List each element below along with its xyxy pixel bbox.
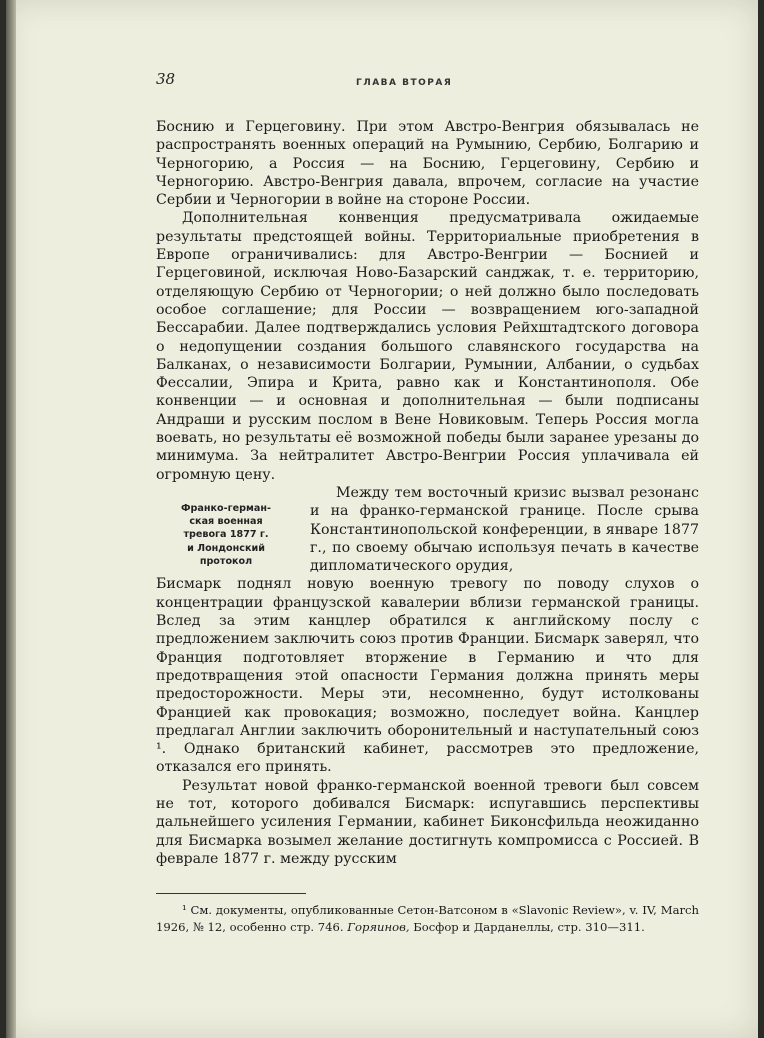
paragraph-2: Дополнительная конвенция предусматривала ожидаемые результаты предстоящей войны. Территориальные приобретения в Европе ограничивались: для Австро-Венгрии — Боснией и Герцеговиной, исключая Ново-Базарский санджак, т. е. территорию, отделяющую Сербию от Черногории; о ней должно было последовать особое соглашение; для России — возвращением юго-западной Бессарабии. Далее подтверждались условия Рейхштадтского договора о недопущении создания большого славянского государства на Балканах, о независимости Болгарии, Румынии, Албании, о судьбах Фессалии, Эпира и Крита, равно как и Константинополя. Обе конвенции — и основная и дополнительная — были подписаны Андраши и русским послом в Вене Новиковым. Теперь Россия могла воевать, но результаты её возможной победы были заранее урезаны до минимума. За нейтралитет Австро-Венгрии Россия уплачивала ей огромную цену. bbox=[156, 210, 699, 483]
side-note-line: тревога 1877 г. bbox=[183, 529, 269, 541]
running-title: ГЛАВА ВТОРАЯ bbox=[356, 78, 453, 88]
marginal-block bbox=[156, 484, 699, 575]
side-note bbox=[156, 502, 296, 568]
side-note-line: Франко-герман- bbox=[181, 502, 271, 514]
page-header bbox=[156, 70, 696, 92]
main-text bbox=[156, 118, 699, 868]
footnote-author: Горяинов, bbox=[347, 920, 410, 934]
book-page bbox=[6, 0, 758, 1038]
book-spine bbox=[6, 0, 16, 1038]
paragraph-3-rest: Бисмарк поднял новую военную тревогу по поводу слухов о концентрации французской кавалерии вблизи германской границы. Вслед за этим канцлер обратился к английскому послу с предложением заключить союз против Франции. Бисмарк заверял, что Франция подготовляет вторжение в Германию и что для предотвращения этой опасности Германия должна принять меры предосторожности. Меры эти, несомненно, будут истолкованы Францией как провокация; возможно, последует война. Канцлер предлагал Англии заключить оборонительный и наступательный союз ¹. Однако британский кабинет, рассмотрев это предложение, отказался его принять. bbox=[156, 576, 699, 776]
paragraph-1: Боснию и Герцеговину. При этом Австро-Венгрия обязывалась не распространять военных операций на Румынию, Сербию, Болгарию и Черногорию, а Россия — на Боснию, Герцеговину, Сербию и Черногорию. Австро-Венгрия давала, впрочем, согласие на участие Сербии и Черногории в войне на стороне России. bbox=[156, 119, 699, 209]
footnote-divider bbox=[156, 893, 306, 894]
side-note-line: ская военная bbox=[189, 516, 263, 528]
side-note-line: протокол bbox=[199, 555, 253, 567]
paragraph-3-start: Между тем восточный кризис вызвал резонанс и на франко-германской границе. После срыва Константинопольской конференции, в январе 1877 г., по своему обычаю используя печать в качестве дипломатического орудия, bbox=[310, 484, 699, 575]
page-number: 38 bbox=[156, 70, 176, 88]
side-note-line: и Лондонский bbox=[187, 542, 265, 554]
footnote-text: ¹ См. документы, опубликованные Сетон-Ватсоном в «Slavonic Review», v. IV, March 1926, № 12, особенно стр. 746. bbox=[156, 903, 699, 934]
paragraph-4: Результат новой франко-германской военной тревоги был совсем не тот, которого добивался Бисмарк: испугавшись перспективы дальнейшего усиления Германии, кабинет Биконсфильда неожиданно для Бисмарка возымел желание достигнуть компромисса с Россией. В феврале 1877 г. между русским bbox=[156, 777, 699, 867]
footnote bbox=[156, 902, 699, 936]
footnote-source: Босфор и Дарданеллы, стр. 310—311. bbox=[409, 920, 645, 934]
